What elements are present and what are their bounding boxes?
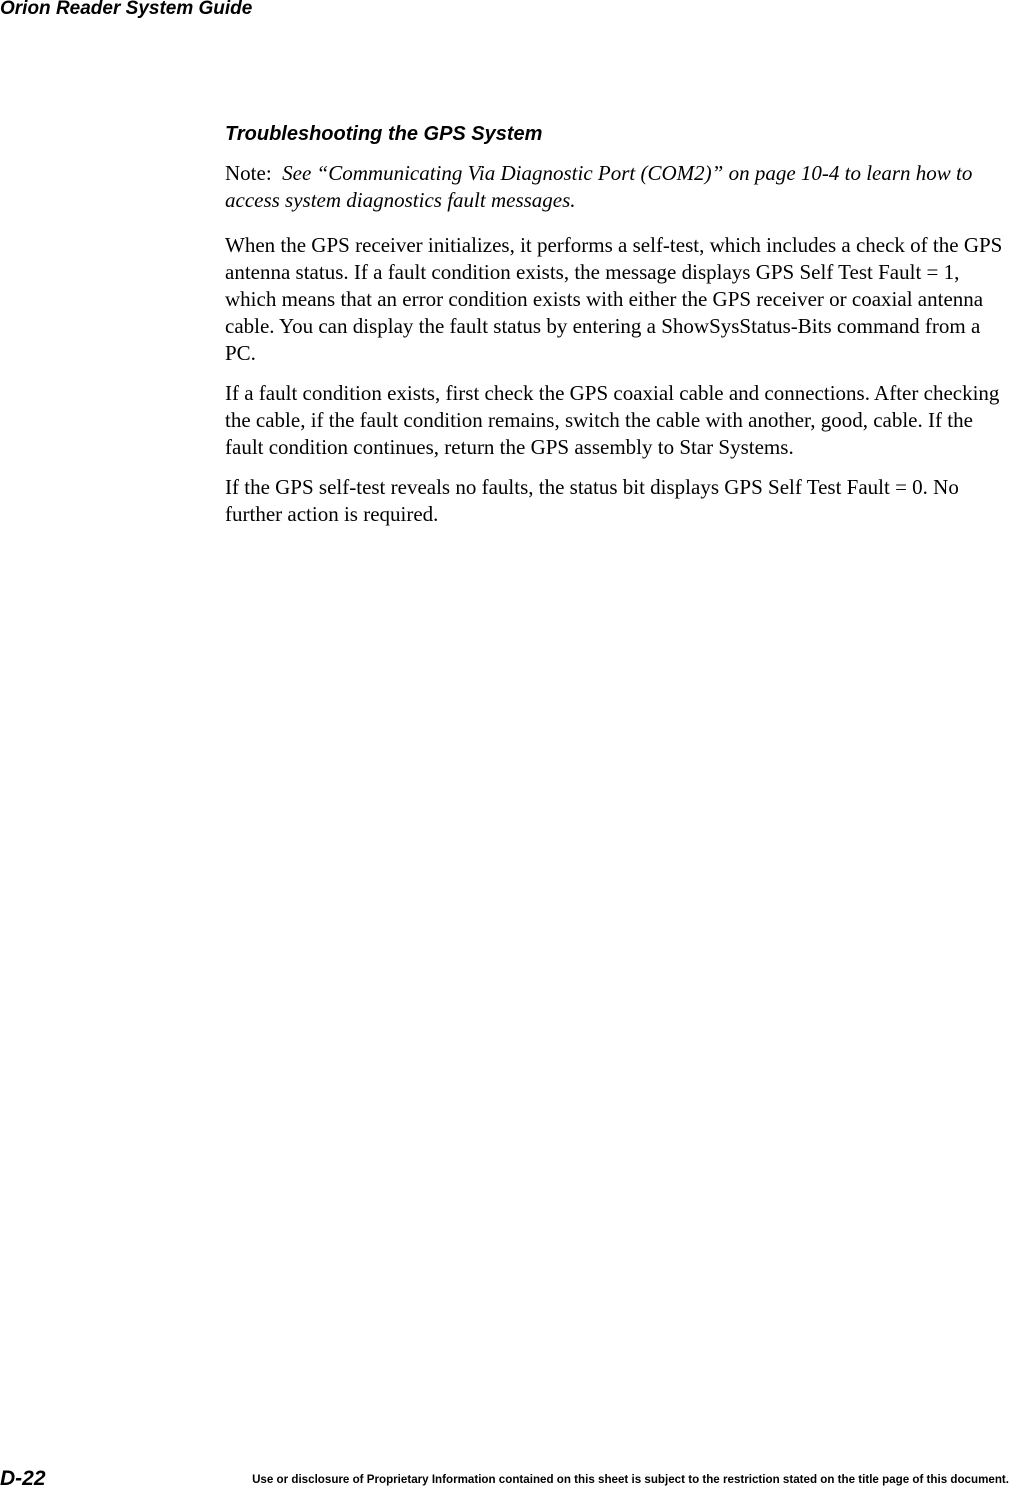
paragraph-fault-check: If a fault condition exists, first check the GPS coaxial cable and connections. After checking the cable, if the fault condition remains, switch the cable with another, good, cable. If the fault condition continues, return the GPS assembly to Star Systems. xyxy=(225,381,1000,459)
note-label: Note: xyxy=(225,161,272,185)
page-number: D-22 xyxy=(0,1467,46,1490)
note-text: See “Communicating Via Diagnostic Port (COM2)” on page 10-4 to learn how to access system diagnostics fault messages. xyxy=(225,161,973,212)
running-header: Orion Reader System Guide xyxy=(0,0,253,19)
note xyxy=(225,160,1010,214)
section-heading: Troubleshooting the GPS System xyxy=(225,123,543,145)
main-content xyxy=(225,120,1010,541)
paragraph-initialization: When the GPS receiver initializes, it performs a self-test, which includes a check of the GPS antenna status. If a fault condition exists, the message displays GPS Self Test Fault = 1, which means that an error condition exists with either the GPS receiver or coaxial antenna cable. You can display the fault status by entering a ShowSysStatus-Bits command from a PC. xyxy=(225,233,1003,365)
proprietary-notice: Use or disclosure of Proprietary Information contained on this sheet is subject to the restriction stated on the title page of this document. xyxy=(252,1473,1009,1486)
paragraph-no-faults: If the GPS self-test reveals no faults, the status bit displays GPS Self Test Fault = 0. No further action is required. xyxy=(225,475,959,526)
